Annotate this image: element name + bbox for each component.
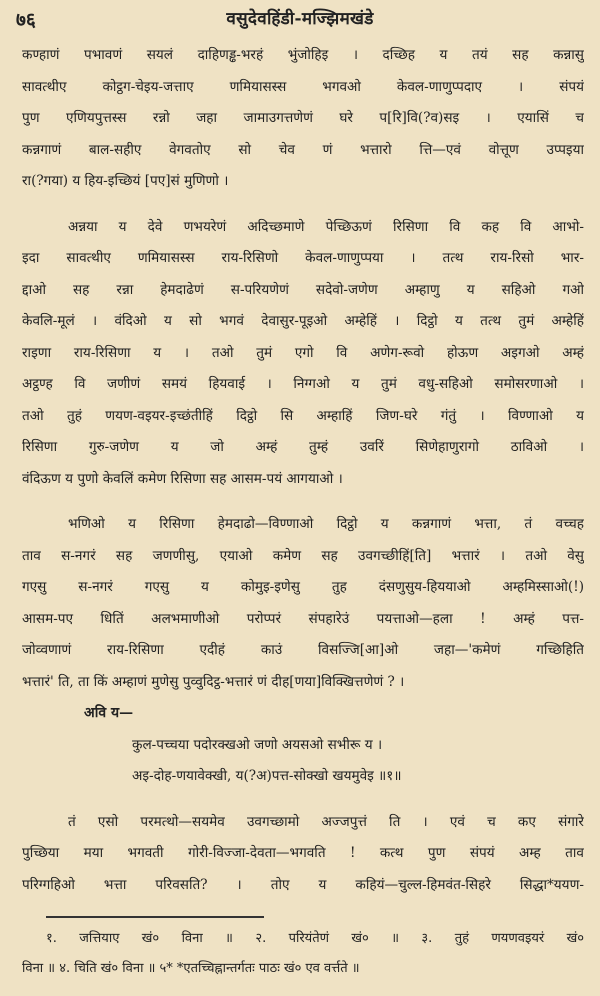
text-line: केवलि-मूलं । वंदिओ य सो भगवं देवासुर-पूइओ अम्हेहिं । दिट्ठो य तत्थ तुमं अम्हेहिं: [22, 313, 584, 329]
verse-label: अवि य—: [84, 705, 134, 721]
text-line: गएसु स-नगरं गएसु य कोमुइ-इणेसु तुह दंसणुसुय-हिययाओ अम्हमिस्साओ(!): [22, 579, 584, 595]
text-line: रिसिणा गुरु-जणेण य जो अम्हं तुम्हं उवरिं सिणेहाणुरागो ठाविओ ।: [22, 439, 584, 455]
text-line: पुण एणियपुत्तस्स रन्नो जहा जामाउगत्तणेणं घरे प[रि]वि(?व)सइ । एयासिं च: [22, 110, 584, 126]
text-line: भत्तारं' ति, ता किं अम्हाणं मुणेसु पुव्वुदिट्ठ-भत्तारं णं दीह[णया]विक्खित्तणेणं ? ।: [22, 673, 405, 690]
text-line: तं एसो परमत्थो—सयमेव उवगच्छामो अज्जपुत्तं ति । एवं च कए संगारे: [68, 813, 584, 830]
text-line: द्दाओ सह रन्ना हेमदाढेणं स-परियणेणं सदेवो-जणेण अम्हाणु य सहिओ गओ: [22, 281, 584, 298]
text-line: वंदिऊण य पुणो केवलिं कमेण रिसिणा सह आसम-पयं आगयाओ ।: [22, 470, 343, 487]
text-line: रा(?गया) य हिय-इच्छियं [पए]सं मुणिणो ।: [22, 173, 229, 189]
footnote-line: १. जत्तियाए खं० विना ॥ २. परियंतेणं खं० ॥ ३. तुहं णयणवइयरं खं०: [46, 930, 584, 946]
text-line: कन्नगाणं बाल-सहीए वेगवतोए सो चेव णं भत्तारो त्ति—एवं वोत्तूण उप्पइया: [22, 141, 584, 158]
text-line: कण्हाणं पभावणं सयलं दाहिणड्ढ-भरहं भुंजोहिइ । दच्छिह य तयं सह कन्नासु: [22, 47, 584, 63]
text-line: ताव स-नगरं सह जणणीसु, एयाओ कमेण सह उवगच्छीहिं[ति] भत्तारं । तओ वेसु: [22, 547, 584, 564]
text-line: आसम-पए धितिं अलभमाणीओ परोप्परं संपहारेउं पयत्ताओ—हला ! अम्हं पत्त-: [22, 610, 584, 627]
text-line: परिग्गहिओ भत्ता परिवसति? । तोए य कहियं—चुल्ल-हिमवंत-सिहरे सिद्धा*ययण-: [22, 876, 584, 893]
text-line: जोव्वणाणं राय-रिसिणा एदीहं काउं विसज्जि[आ]ओ जहा—'कमेणं गच्छिहिति: [22, 642, 584, 658]
running-head: वसुदेवहिंडी-मज्झिमखंडे: [226, 9, 374, 29]
text-line: भणिओ य रिसिणा हेमदाढो—विण्णाओ दिट्ठो य कन्नगाणं भत्ता, तं वच्चह: [68, 516, 584, 532]
footnote-line: विना ॥ ४. चिति खं० विना ॥ ५* *एतच्चिह्नान्तर्गतः पाठः खं० एव वर्त्तते ॥: [22, 960, 360, 976]
page-header: [0, 4, 600, 34]
page-number: ७६: [16, 9, 36, 31]
verse-line: कुल-पच्चया पदोरक्खओ जणो अयसओ सभीरू य ।: [132, 736, 383, 753]
text-line: अट्ठण्ह वि जणीणं समयं हियवाई । निग्गओ य तुमं वधु-सहिओ समोसरणाओ ।: [22, 376, 584, 392]
body-text: [22, 40, 584, 901]
footnotes: [22, 916, 584, 984]
text-line: पुच्छिया मया भगवती गोरी-विज्जा-देवता—भगवति ! कत्थ पुण संपयं अम्ह ताव: [22, 845, 584, 861]
text-line: तओ तुहं णयण-वइयर-इच्छंतीहिं दिट्ठो सि अम्हाहिं जिण-घरे गंतुं । विण्णाओ य: [22, 407, 584, 424]
verse-line: अइ-दोह-णयावेक्खी, य(?अ)पत्त-सोक्खो खयमुवेइ ॥१॥: [132, 768, 402, 784]
text-line: सावत्थीए कोट्ठग-चेइय-जत्ताए णमियासस्स भगवओ केवल-णाणुप्पदाए । संपयं: [22, 78, 584, 95]
text-line: राइणा राय-रिसिणा य । तओ तुमं एगो वि अणेग-रूवो होऊण अइगओ अम्हं: [22, 344, 584, 361]
footnote-rule: [46, 916, 264, 918]
text-line: इदा सावत्थीए णमियासस्स राय-रिसिणो केवल-णाणुप्पया । तत्थ राय-रिसो भार-: [22, 250, 584, 266]
text-line: अन्नया य देवे णभयरेणं अदिच्छमाणे पेच्छिऊणं रिसिणा वि कह वि आभो-: [68, 218, 584, 235]
